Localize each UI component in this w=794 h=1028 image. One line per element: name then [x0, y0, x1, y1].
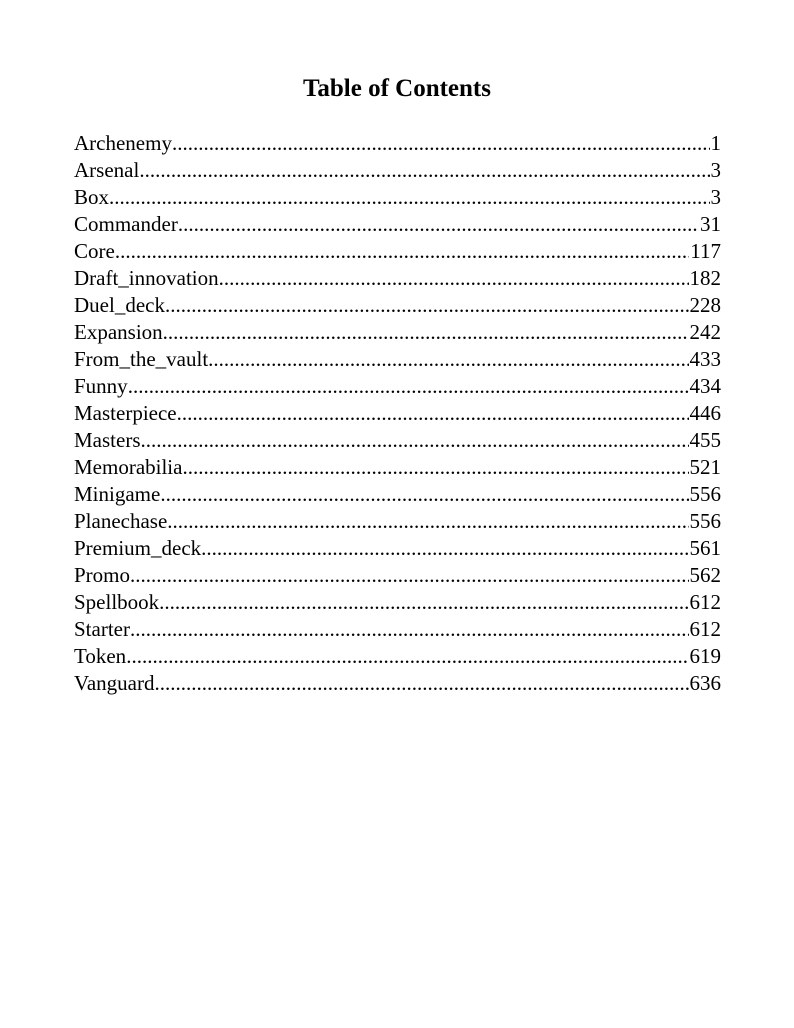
- toc-entry[interactable]: [74, 589, 721, 616]
- toc-dot-leader: [159, 589, 688, 616]
- toc-entry-label: Box: [74, 185, 110, 209]
- toc-entry-label: Commander: [74, 212, 178, 236]
- toc-entry-label: Starter: [74, 617, 130, 641]
- toc-entry-page-number: 31: [700, 212, 721, 236]
- toc-entry-page-number: 521: [689, 455, 721, 479]
- toc-entry-label: Memorabilia: [74, 455, 183, 479]
- toc-dot-leader: [177, 400, 689, 427]
- toc-dot-leader: [130, 562, 688, 589]
- toc-dot-leader: [201, 535, 688, 562]
- toc-entry-page-number: 612: [689, 590, 721, 614]
- toc-entry[interactable]: [74, 184, 721, 211]
- toc-entry-label: Promo: [74, 563, 131, 587]
- toc-entry-page-number: 182: [689, 266, 721, 290]
- toc-entry[interactable]: [74, 292, 721, 319]
- toc-entry[interactable]: [74, 427, 721, 454]
- toc-dot-leader: [141, 427, 689, 454]
- toc-entry-page-number: 3: [710, 158, 721, 182]
- toc-entry[interactable]: [74, 535, 721, 562]
- toc-entry-label: Vanguard: [74, 671, 155, 695]
- toc-entry-label: Masterpiece: [74, 401, 177, 425]
- toc-dot-leader: [219, 265, 689, 292]
- toc-entry-label: Spellbook: [74, 590, 160, 614]
- toc-dot-leader: [165, 292, 689, 319]
- toc-dot-leader: [128, 373, 689, 400]
- toc-entry-page-number: 3: [710, 185, 721, 209]
- toc-entry-page-number: 1: [710, 131, 721, 155]
- toc-entry[interactable]: [74, 373, 721, 400]
- toc-entry-page-number: 455: [689, 428, 721, 452]
- toc-entry[interactable]: [74, 265, 721, 292]
- toc-entry-page-number: 556: [689, 482, 721, 506]
- toc-list: [74, 130, 721, 697]
- toc-entry-page-number: 228: [689, 293, 721, 317]
- toc-entry-label: Archenemy: [74, 131, 172, 155]
- toc-dot-leader: [167, 508, 688, 535]
- toc-entry-page-number: 242: [689, 320, 721, 344]
- toc-entry-page-number: 562: [689, 563, 721, 587]
- toc-entry-label: Arsenal: [74, 158, 140, 182]
- toc-entry-page-number: 561: [689, 536, 721, 560]
- toc-entry[interactable]: [74, 616, 721, 643]
- toc-entry[interactable]: [74, 238, 721, 265]
- toc-entry[interactable]: [74, 211, 721, 238]
- toc-entry[interactable]: [74, 481, 721, 508]
- toc-entry[interactable]: [74, 670, 721, 697]
- toc-entry-page-number: 636: [689, 671, 721, 695]
- toc-entry-page-number: 434: [689, 374, 721, 398]
- toc-entry[interactable]: [74, 643, 721, 670]
- toc-entry-page-number: 117: [690, 239, 721, 263]
- toc-dot-leader: [163, 319, 689, 346]
- toc-entry[interactable]: [74, 562, 721, 589]
- toc-dot-leader: [160, 481, 688, 508]
- toc-entry-page-number: 446: [689, 401, 721, 425]
- toc-entry-page-number: 556: [689, 509, 721, 533]
- toc-dot-leader: [178, 211, 699, 238]
- toc-entry[interactable]: [74, 130, 721, 157]
- toc-entry-page-number: 612: [689, 617, 721, 641]
- toc-entry-label: Core: [74, 239, 115, 263]
- toc-dot-leader: [115, 238, 689, 265]
- toc-entry-label: From_the_vault: [74, 347, 209, 371]
- toc-entry-label: Minigame: [74, 482, 161, 506]
- toc-entry-label: Draft_innovation: [74, 266, 219, 290]
- toc-entry-label: Token: [74, 644, 127, 668]
- toc-entry[interactable]: [74, 454, 721, 481]
- toc-dot-leader: [208, 346, 688, 373]
- toc-dot-leader: [172, 130, 710, 157]
- toc-entry-label: Funny: [74, 374, 128, 398]
- toc-entry[interactable]: [74, 157, 721, 184]
- toc-entry-label: Duel_deck: [74, 293, 165, 317]
- page-title: Table of Contents: [303, 75, 491, 102]
- toc-entry[interactable]: [74, 346, 721, 373]
- toc-entry-page-number: 433: [689, 347, 721, 371]
- toc-entry-label: Expansion: [74, 320, 163, 344]
- toc-entry-label: Premium_deck: [74, 536, 202, 560]
- toc-dot-leader: [130, 616, 689, 643]
- toc-dot-leader: [139, 157, 709, 184]
- toc-dot-leader: [126, 643, 688, 670]
- toc-dot-leader: [154, 670, 688, 697]
- toc-entry-page-number: 619: [689, 644, 721, 668]
- toc-entry-label: Planechase: [74, 509, 168, 533]
- toc-dot-leader: [109, 184, 709, 211]
- toc-entry[interactable]: [74, 508, 721, 535]
- toc-entry-label: Masters: [74, 428, 141, 452]
- toc-entry[interactable]: [74, 319, 721, 346]
- toc-dot-leader: [182, 454, 688, 481]
- toc-entry[interactable]: [74, 400, 721, 427]
